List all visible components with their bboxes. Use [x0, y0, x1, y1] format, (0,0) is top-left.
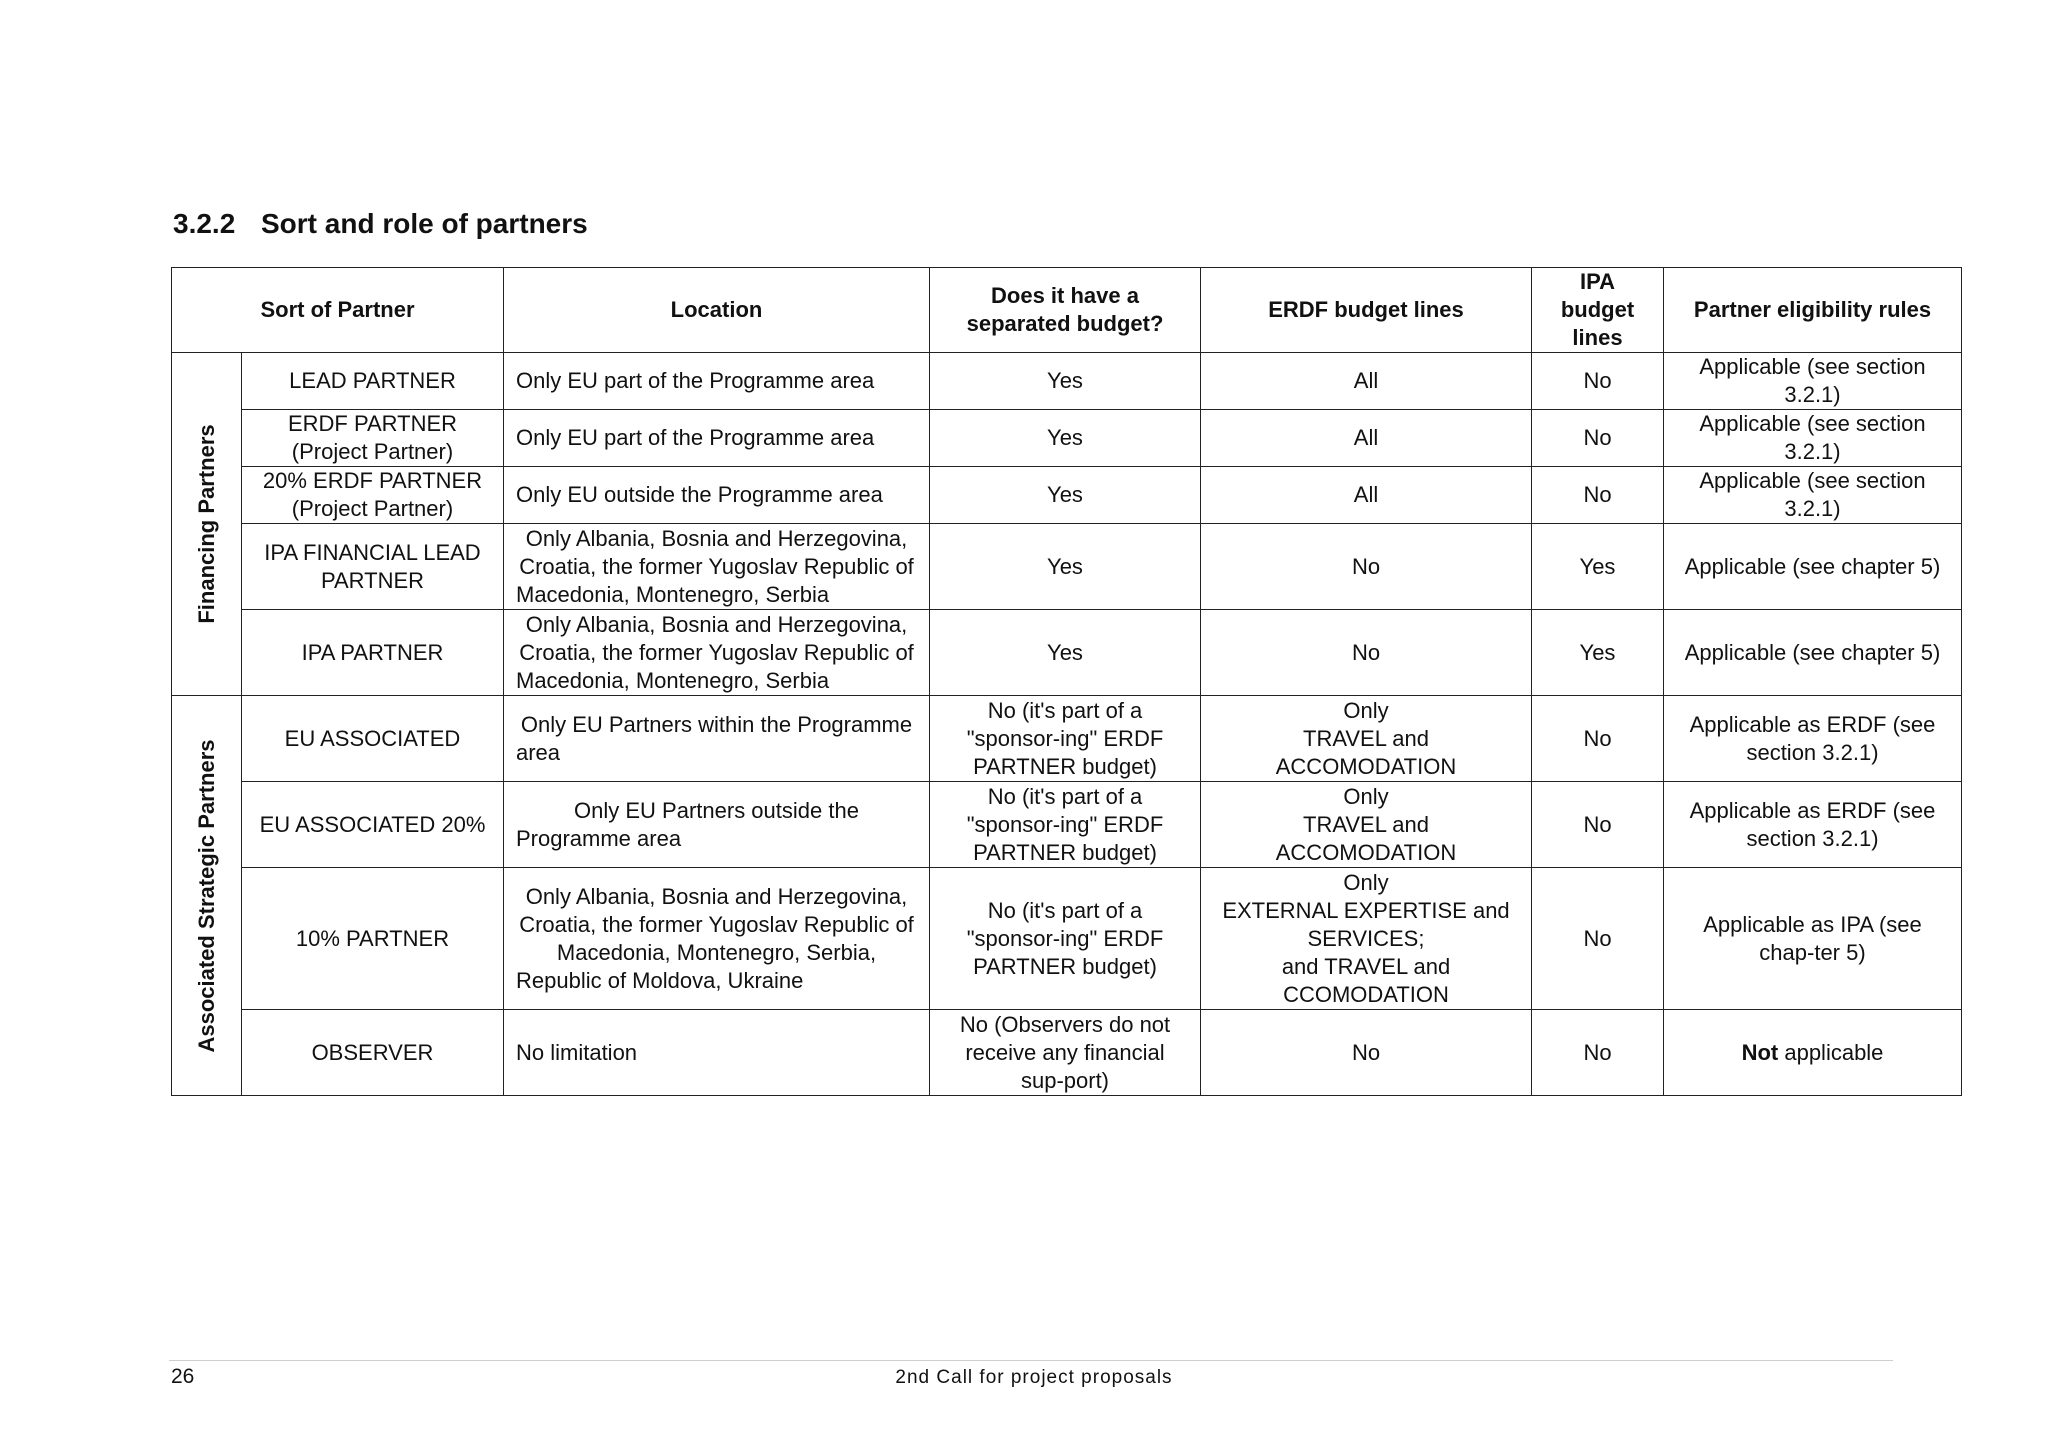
cell-erdf: No — [1201, 610, 1532, 696]
cell-rules: Applicable (see chapter 5) — [1664, 610, 1962, 696]
cell-ipa: Yes — [1532, 524, 1664, 610]
cell-erdf: All — [1201, 467, 1532, 524]
table-row — [172, 610, 1962, 696]
section-heading — [173, 208, 588, 240]
cell-sort: EU ASSOCIATED 20% — [242, 782, 504, 868]
partners-table — [171, 267, 1962, 1096]
cell-sort: EU ASSOCIATED — [242, 696, 504, 782]
header-row — [172, 268, 1962, 353]
header-location: Location — [504, 268, 930, 353]
erdf-detail-text-2: and TRAVEL and CCOMODATION — [1281, 953, 1451, 1007]
erdf-only-text: Only — [1343, 783, 1389, 809]
cell-location: Only EU Partners within the Programme area — [504, 696, 930, 782]
cell-budget: No (it's part of a "sponsor-ing" ERDF PARTNER budget) — [930, 782, 1201, 868]
header-erdf-budget-lines: ERDF budget lines — [1201, 268, 1532, 353]
table-row — [172, 467, 1962, 524]
cell-ipa: No — [1532, 868, 1664, 1010]
not-bold-text: Not — [1741, 1039, 1779, 1065]
cell-rules: Applicable (see chapter 5) — [1664, 524, 1962, 610]
cell-ipa: No — [1532, 410, 1664, 467]
cell-erdf — [1201, 782, 1532, 868]
cell-erdf — [1201, 868, 1532, 1010]
erdf-only-text: Only — [1343, 697, 1389, 723]
group-label-financing: Financing Partners — [193, 424, 219, 624]
cell-rules: Applicable (see section 3.2.1) — [1664, 467, 1962, 524]
cell-ipa: No — [1532, 353, 1664, 410]
table-row — [172, 868, 1962, 1010]
erdf-detail-text: TRAVEL and ACCOMODATION — [1275, 811, 1457, 865]
cell-rules: Applicable (see section 3.2.1) — [1664, 353, 1962, 410]
erdf-detail-text: EXTERNAL EXPERTISE and SERVICES; — [1222, 897, 1510, 951]
cell-rules: Applicable as IPA (see chap-ter 5) — [1664, 868, 1962, 1010]
cell-erdf: All — [1201, 353, 1532, 410]
applicable-text: applicable — [1778, 1039, 1884, 1065]
cell-location: Only EU part of the Programme area — [504, 410, 930, 467]
group-associated-strategic-partners — [172, 696, 242, 1096]
cell-sort: 10% PARTNER — [242, 868, 504, 1010]
cell-rules — [1664, 1010, 1962, 1096]
cell-budget: No (it's part of a "sponsor-ing" ERDF PARTNER budget) — [930, 696, 1201, 782]
header-ipa-budget-lines: IPA budget lines — [1532, 268, 1664, 353]
cell-location: Only EU part of the Programme area — [504, 353, 930, 410]
cell-budget: Yes — [930, 524, 1201, 610]
cell-erdf: No — [1201, 1010, 1532, 1096]
table-row — [172, 782, 1962, 868]
cell-budget: Yes — [930, 410, 1201, 467]
header-sort-of-partner: Sort of Partner — [172, 268, 504, 353]
cell-location: No limitation — [504, 1010, 930, 1096]
table-row — [172, 353, 1962, 410]
cell-sort: 20% ERDF PARTNER (Project Partner) — [242, 467, 504, 524]
cell-rules: Applicable (see section 3.2.1) — [1664, 410, 1962, 467]
cell-sort: IPA FINANCIAL LEAD PARTNER — [242, 524, 504, 610]
cell-rules: Applicable as ERDF (see section 3.2.1) — [1664, 696, 1962, 782]
table-row — [172, 524, 1962, 610]
section-title: Sort and role of partners — [261, 208, 588, 239]
cell-budget: No (Observers do not receive any financial sup-port) — [930, 1010, 1201, 1096]
table-row — [172, 410, 1962, 467]
cell-budget: Yes — [930, 467, 1201, 524]
cell-sort: OBSERVER — [242, 1010, 504, 1096]
group-label-associated: Associated Strategic Partners — [193, 738, 219, 1053]
cell-sort: IPA PARTNER — [242, 610, 504, 696]
table-row — [172, 696, 1962, 782]
cell-erdf: No — [1201, 524, 1532, 610]
cell-sort: LEAD PARTNER — [242, 353, 504, 410]
cell-budget: No (it's part of a "sponsor-ing" ERDF PARTNER budget) — [930, 868, 1201, 1010]
cell-ipa: No — [1532, 1010, 1664, 1096]
cell-location: Only EU outside the Programme area — [504, 467, 930, 524]
cell-budget: Yes — [930, 353, 1201, 410]
header-separated-budget: Does it have a separated budget? — [930, 268, 1201, 353]
cell-erdf — [1201, 696, 1532, 782]
erdf-only-text: Only — [1343, 869, 1389, 895]
cell-ipa: No — [1532, 467, 1664, 524]
cell-location: Only Albania, Bosnia and Herzegovina, Croatia, the former Yugoslav Republic of Macedonia, Montenegro, Serbia — [504, 524, 930, 610]
cell-sort: ERDF PARTNER (Project Partner) — [242, 410, 504, 467]
cell-rules: Applicable as ERDF (see section 3.2.1) — [1664, 782, 1962, 868]
header-eligibility-rules: Partner eligibility rules — [1664, 268, 1962, 353]
footer-divider — [169, 1360, 1893, 1361]
cell-ipa: No — [1532, 782, 1664, 868]
cell-erdf: All — [1201, 410, 1532, 467]
footer-title: 2nd Call for project proposals — [895, 1367, 1173, 1388]
cell-ipa: Yes — [1532, 610, 1664, 696]
erdf-detail-text: TRAVEL and ACCOMODATION — [1275, 725, 1457, 779]
section-number: 3.2.2 — [173, 208, 236, 239]
cell-location: Only Albania, Bosnia and Herzegovina, Croatia, the former Yugoslav Republic of Macedonia, Montenegro, Serbia — [504, 610, 930, 696]
cell-location: Only Albania, Bosnia and Herzegovina, Croatia, the former Yugoslav Republic of Macedonia, Montenegro, Serbia, Republic of Moldova, Ukraine — [504, 868, 930, 1010]
cell-ipa: No — [1532, 696, 1664, 782]
cell-budget: Yes — [930, 610, 1201, 696]
table-row — [172, 1010, 1962, 1096]
page-number: 26 — [171, 1365, 195, 1388]
group-financing-partners — [172, 353, 242, 696]
cell-location: Only EU Partners outside the Programme area — [504, 782, 930, 868]
